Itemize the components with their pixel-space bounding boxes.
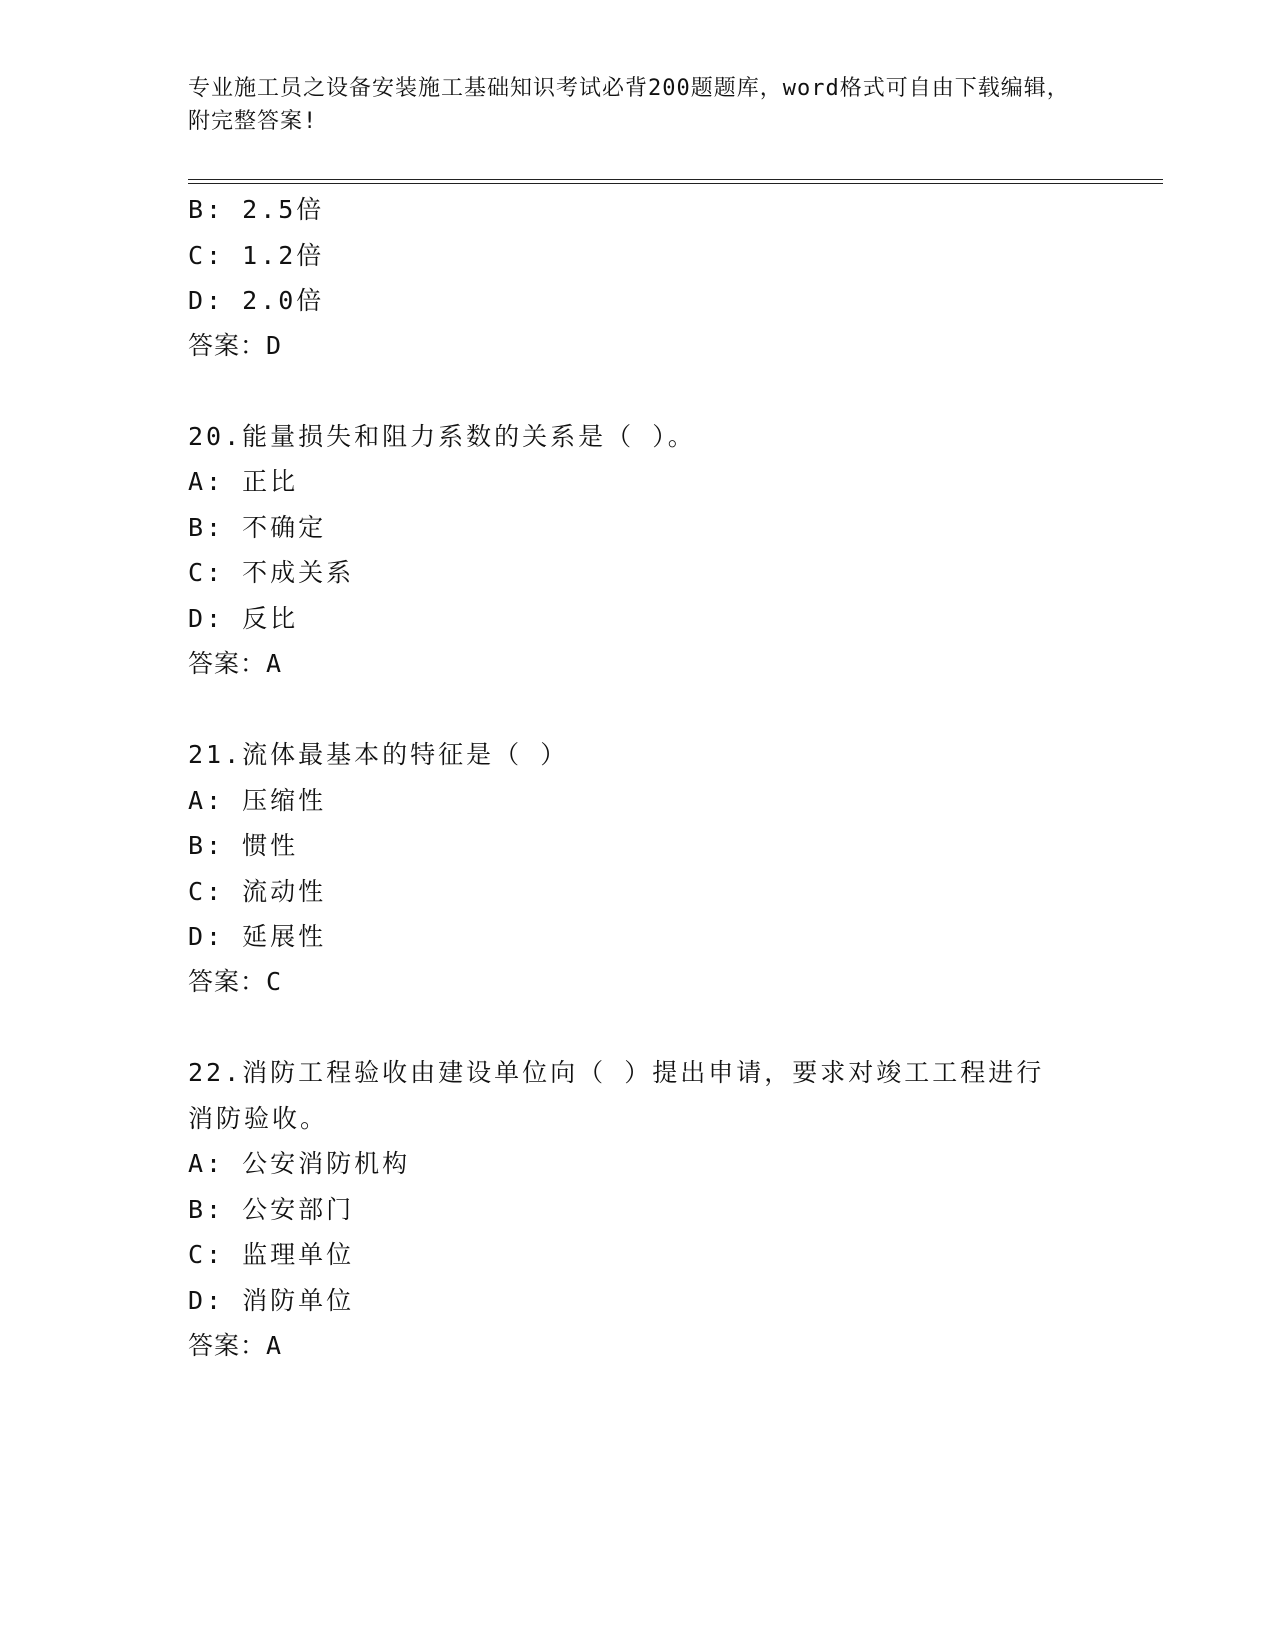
- option-a: A: 正比: [188, 467, 299, 496]
- option-b: B: 公安部门: [188, 1195, 355, 1224]
- option-c: C: 不成关系: [188, 558, 355, 587]
- answer: 答案：D: [188, 331, 283, 360]
- option-d: D: 反比: [188, 604, 299, 633]
- answer: 答案：C: [188, 967, 283, 996]
- option-d: D: 2.0倍: [188, 286, 325, 315]
- option-c: C: 流动性: [188, 877, 327, 906]
- option-c: C: 1.2倍: [188, 241, 325, 270]
- question-stem: 21.流体最基本的特征是（ ）: [188, 740, 569, 769]
- option-b: B: 2.5倍: [188, 195, 325, 224]
- question-stem-continued: 消防验收。: [188, 1104, 329, 1133]
- document-header: 专业施工员之设备安装施工基础知识考试必背200题题库，word格式可自由下载编辑，附完整答案!: [188, 76, 1070, 134]
- question-stem: 22.消防工程验收由建设单位向（ ）提出申请，要求对竣工工程进行: [188, 1058, 1045, 1087]
- option-c: C: 监理单位: [188, 1240, 355, 1269]
- answer: 答案：A: [188, 649, 283, 678]
- header-rule-top: [188, 179, 1163, 180]
- option-d: D: 延展性: [188, 922, 327, 951]
- option-b: B: 惯性: [188, 831, 299, 860]
- option-d: D: 消防单位: [188, 1286, 355, 1315]
- answer: 答案：A: [188, 1331, 283, 1360]
- option-a: A: 压缩性: [188, 786, 327, 815]
- header-rule-bottom: [188, 183, 1163, 184]
- option-b: B: 不确定: [188, 513, 327, 542]
- question-stem: 20.能量损失和阻力系数的关系是（ ）。: [188, 422, 696, 451]
- option-a: A: 公安消防机构: [188, 1149, 411, 1178]
